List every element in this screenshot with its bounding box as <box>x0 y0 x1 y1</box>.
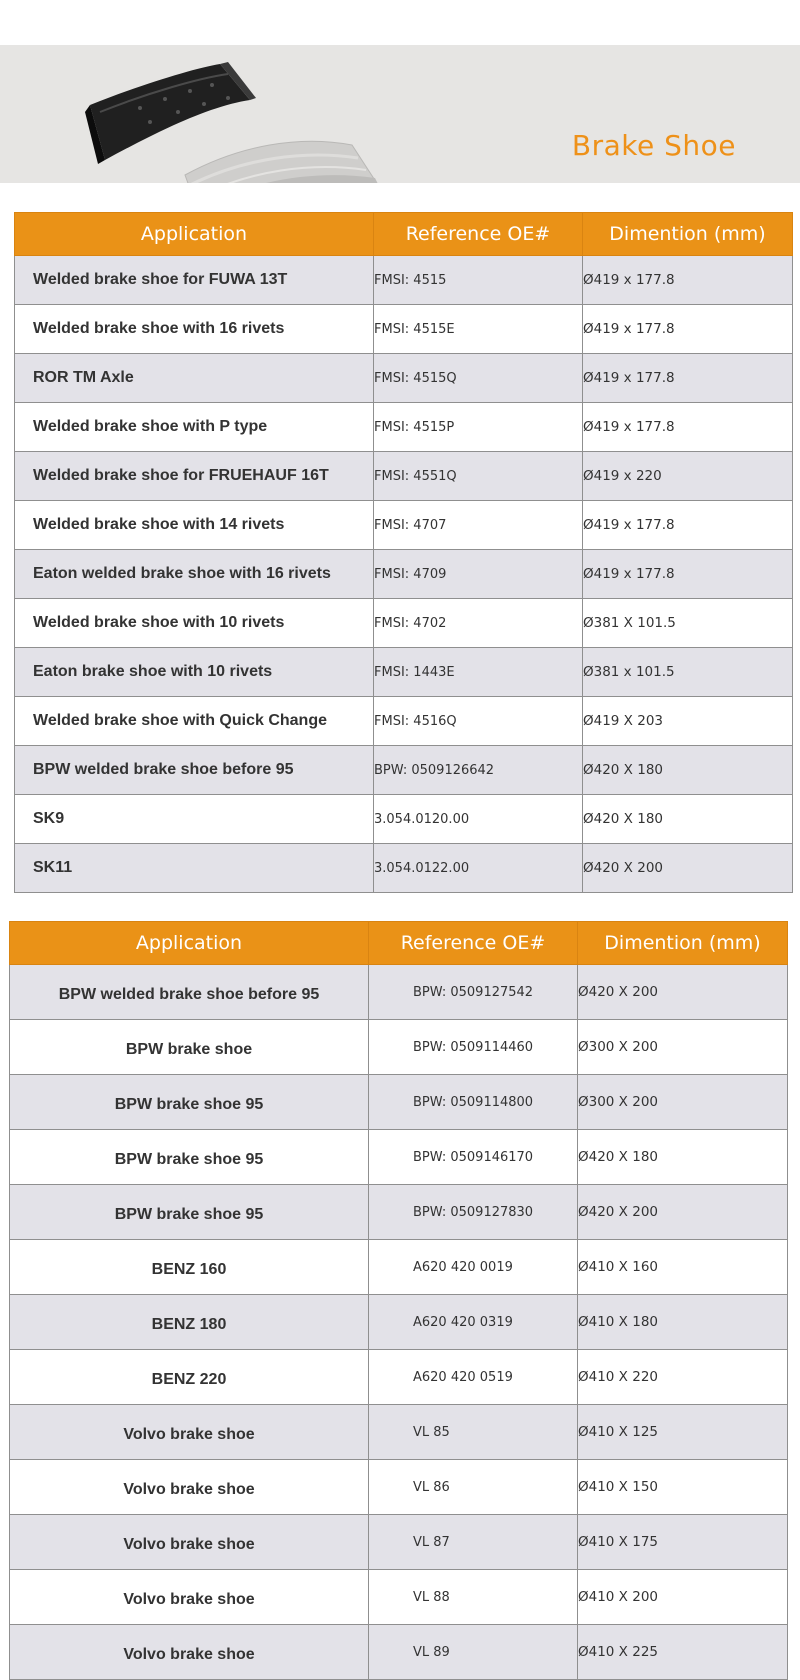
cell-reference: FMSI: 4551Q <box>374 452 583 501</box>
cell-application: ROR TM Axle <box>15 354 374 403</box>
cell-reference: VL 87 <box>369 1515 578 1570</box>
cell-dimension: Ø410 X 225 <box>578 1625 788 1680</box>
cell-reference: A620 420 0019 <box>369 1240 578 1295</box>
table-row <box>15 599 793 648</box>
cell-application: Eaton brake shoe with 10 rivets <box>15 648 374 697</box>
cell-application: SK9 <box>15 795 374 844</box>
cell-application: Volvo brake shoe <box>10 1515 369 1570</box>
table-row <box>15 795 793 844</box>
table-row <box>10 1350 788 1405</box>
cell-reference: A620 420 0519 <box>369 1350 578 1405</box>
cell-reference: 3.054.0120.00 <box>374 795 583 844</box>
table-row <box>15 452 793 501</box>
table-row <box>15 501 793 550</box>
cell-application: BPW brake shoe 95 <box>10 1075 369 1130</box>
cell-reference: BPW: 0509127542 <box>369 965 578 1020</box>
cell-application: Volvo brake shoe <box>10 1460 369 1515</box>
table-row <box>15 256 793 305</box>
cell-application: Welded brake shoe with 14 rivets <box>15 501 374 550</box>
table-row <box>10 1185 788 1240</box>
cell-application: BPW brake shoe 95 <box>10 1185 369 1240</box>
column-header-dimension: Dimention (mm) <box>578 922 788 965</box>
spec-table-2 <box>9 921 788 1680</box>
cell-application: BENZ 220 <box>10 1350 369 1405</box>
table-row <box>10 965 788 1020</box>
cell-application: Welded brake shoe for FRUEHAUF 16T <box>15 452 374 501</box>
cell-reference: VL 89 <box>369 1625 578 1680</box>
column-header-application: Application <box>15 213 374 256</box>
cell-dimension: Ø420 X 180 <box>583 795 793 844</box>
cell-application: Welded brake shoe with P type <box>15 403 374 452</box>
product-banner <box>0 45 800 183</box>
cell-application: BENZ 180 <box>10 1295 369 1350</box>
table-row <box>10 1240 788 1295</box>
table-row <box>15 844 793 893</box>
cell-reference: VL 85 <box>369 1405 578 1460</box>
cell-application: Volvo brake shoe <box>10 1625 369 1680</box>
cell-reference: FMSI: 4515 <box>374 256 583 305</box>
cell-dimension: Ø300 X 200 <box>578 1020 788 1075</box>
cell-reference: FMSI: 4707 <box>374 501 583 550</box>
cell-dimension: Ø410 X 220 <box>578 1350 788 1405</box>
cell-application: Welded brake shoe for FUWA 13T <box>15 256 374 305</box>
cell-reference: VL 86 <box>369 1460 578 1515</box>
spec-table-1 <box>14 212 793 893</box>
cell-dimension: Ø420 X 180 <box>583 746 793 795</box>
table-row <box>15 697 793 746</box>
table-header-row <box>15 213 793 256</box>
cell-dimension: Ø410 X 160 <box>578 1240 788 1295</box>
cell-reference: A620 420 0319 <box>369 1295 578 1350</box>
cell-dimension: Ø420 X 180 <box>578 1130 788 1185</box>
cell-reference: FMSI: 1443E <box>374 648 583 697</box>
cell-dimension: Ø419 x 177.8 <box>583 256 793 305</box>
cell-reference: FMSI: 4515P <box>374 403 583 452</box>
cell-reference: BPW: 0509114460 <box>369 1020 578 1075</box>
cell-dimension: Ø410 X 150 <box>578 1460 788 1515</box>
cell-reference: FMSI: 4709 <box>374 550 583 599</box>
table-row <box>10 1515 788 1570</box>
cell-reference: FMSI: 4516Q <box>374 697 583 746</box>
cell-dimension: Ø410 X 200 <box>578 1570 788 1625</box>
cell-application: Eaton welded brake shoe with 16 rivets <box>15 550 374 599</box>
cell-dimension: Ø300 X 200 <box>578 1075 788 1130</box>
cell-dimension: Ø419 x 177.8 <box>583 550 793 599</box>
cell-reference: BPW: 0509114800 <box>369 1075 578 1130</box>
cell-application: Welded brake shoe with 16 rivets <box>15 305 374 354</box>
cell-reference: BPW: 0509126642 <box>374 746 583 795</box>
cell-dimension: Ø419 X 203 <box>583 697 793 746</box>
table-row <box>10 1460 788 1515</box>
cell-reference: 3.054.0122.00 <box>374 844 583 893</box>
cell-application: Volvo brake shoe <box>10 1570 369 1625</box>
table-row <box>10 1020 788 1075</box>
table-row <box>15 354 793 403</box>
cell-application: BPW brake shoe 95 <box>10 1130 369 1185</box>
cell-dimension: Ø381 x 101.5 <box>583 648 793 697</box>
table-row <box>15 550 793 599</box>
black-brake-shoe-icon <box>85 62 256 164</box>
brake-shoe-image <box>0 45 420 183</box>
cell-application: Welded brake shoe with Quick Change <box>15 697 374 746</box>
cell-dimension: Ø419 x 177.8 <box>583 354 793 403</box>
table-row <box>10 1405 788 1460</box>
silver-brake-shoe-icon <box>185 141 380 183</box>
cell-application: BENZ 160 <box>10 1240 369 1295</box>
table-row <box>15 403 793 452</box>
cell-dimension: Ø420 X 200 <box>578 965 788 1020</box>
column-header-application: Application <box>10 922 369 965</box>
table-row <box>10 1295 788 1350</box>
cell-dimension: Ø419 x 177.8 <box>583 305 793 354</box>
column-header-dimension: Dimention (mm) <box>583 213 793 256</box>
table-row <box>15 746 793 795</box>
table-row <box>10 1130 788 1185</box>
column-header-reference: Reference OE# <box>369 922 578 965</box>
table-row <box>10 1075 788 1130</box>
page-title: Brake Shoe <box>571 129 736 162</box>
cell-application: SK11 <box>15 844 374 893</box>
cell-dimension: Ø410 X 175 <box>578 1515 788 1570</box>
cell-reference: VL 88 <box>369 1570 578 1625</box>
cell-dimension: Ø410 X 180 <box>578 1295 788 1350</box>
table-row <box>10 1570 788 1625</box>
cell-application: Welded brake shoe with 10 rivets <box>15 599 374 648</box>
cell-reference: BPW: 0509127830 <box>369 1185 578 1240</box>
cell-dimension: Ø419 x 220 <box>583 452 793 501</box>
cell-application: BPW welded brake shoe before 95 <box>10 965 369 1020</box>
cell-dimension: Ø381 X 101.5 <box>583 599 793 648</box>
table-header-row <box>10 922 788 965</box>
cell-dimension: Ø410 X 125 <box>578 1405 788 1460</box>
cell-dimension: Ø420 X 200 <box>578 1185 788 1240</box>
table-row <box>15 305 793 354</box>
cell-reference: FMSI: 4515Q <box>374 354 583 403</box>
cell-application: Volvo brake shoe <box>10 1405 369 1460</box>
cell-reference: FMSI: 4515E <box>374 305 583 354</box>
cell-application: BPW welded brake shoe before 95 <box>15 746 374 795</box>
table-row <box>10 1625 788 1680</box>
cell-dimension: Ø419 x 177.8 <box>583 501 793 550</box>
table-row <box>15 648 793 697</box>
cell-dimension: Ø419 x 177.8 <box>583 403 793 452</box>
cell-reference: FMSI: 4702 <box>374 599 583 648</box>
cell-application: BPW brake shoe <box>10 1020 369 1075</box>
cell-reference: BPW: 0509146170 <box>369 1130 578 1185</box>
column-header-reference: Reference OE# <box>374 213 583 256</box>
cell-dimension: Ø420 X 200 <box>583 844 793 893</box>
